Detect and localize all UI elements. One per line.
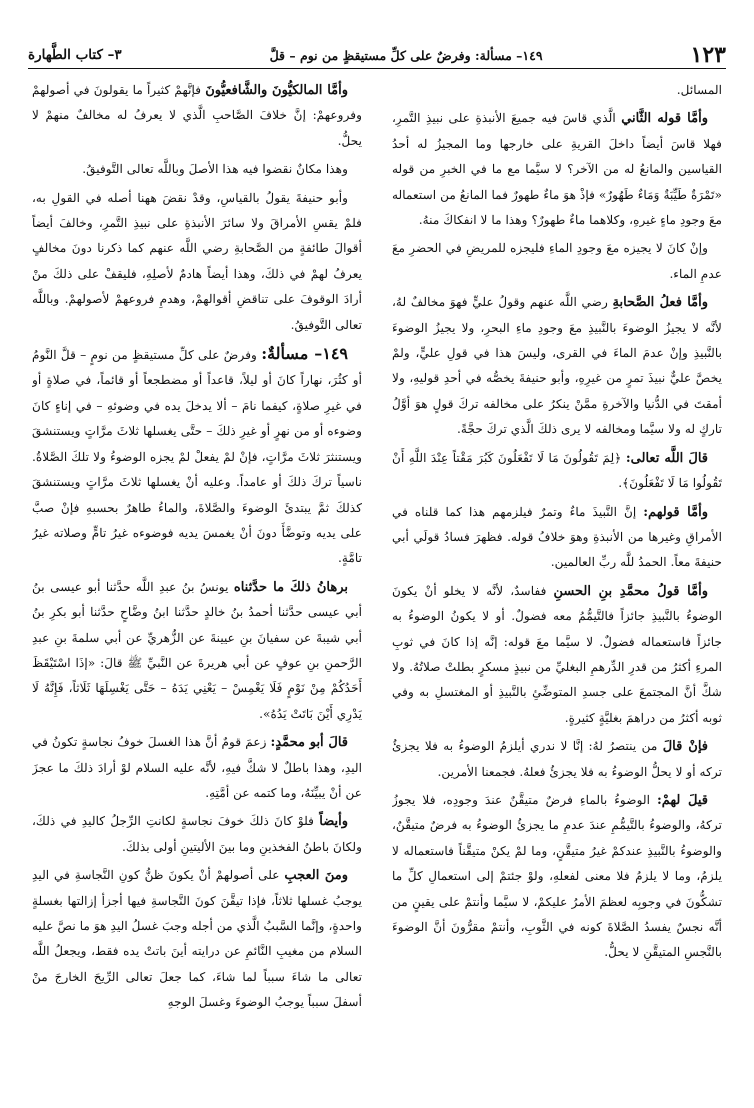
- paragraph-lead: وأيضاً: [319, 814, 348, 830]
- paragraph: [392, 500, 722, 576]
- paragraph: [32, 730, 362, 806]
- paragraph-text: من ينتصرُ لهُ: إنَّا لا ندري أيلزمُ الوضوءُ به فلا يجزئُ تركه أو لا يحلُّ الوضوءُ به فلا يجزئُ فعلهُ. فجمعنا الأمرين.: [392, 739, 722, 779]
- paragraph-lead: قالَ أبو محمَّدٍ:: [270, 735, 348, 751]
- paragraph-lead: وأمَّا قولهم:: [643, 504, 708, 520]
- running-title: ١٤٩– مسألة: وفرضٌ على كلِّ مستيقظٍ من نوم – قلَّ: [269, 47, 543, 63]
- page-number: ١٢٣: [690, 42, 726, 68]
- paragraph-text: إنَّ النَّبيذَ ماءٌ وتمرٌ فيلزمهم هذا كما قلناه في الأمراقِ وغيرها من الأنبذةِ وهوَ خلافُ قوله. فظهرَ فسادُ قولَي أبي حنيفةَ معاً. الحمدُ للَّه ربِّ العالمين.: [392, 504, 722, 570]
- paragraph: [32, 186, 362, 338]
- paragraph-text: زعمَ قومٌ أنَّ هذا الغسلَ خوفُ نجاسةٍ تكونُ في اليدِ، وهذا باطلٌ لا شكَّ فيهِ، لأنَّه عليه السلام لوْ أرادَ ذلكَ ما عجزَ عن أنْ يبيِّنَهُ، وما كتمه عن أمَّتِهِ.: [32, 735, 362, 800]
- paragraph: [32, 863, 362, 1015]
- paragraph-lead: قالَ اللَّه تعالى:: [625, 450, 708, 466]
- paragraph-lead: برهانُ ذلكَ ما حدَّثناه: [233, 579, 349, 595]
- paragraph-text: على أصولهمْ أنْ يكونَ ظنُّ كونِ النَّجاسةِ في اليدِ يوجبُ غسلها ثلاثاً، فإذا تيقَّنَ كونَ النَّجاسةِ فيها أجزأ إزالتها بغسلةٍ واحدةٍ، وإنَّما السَّببُ الَّذي من أجله وجبَ غسلُ اليدِ هوَ ما نصَّ عليه السلام من مغيبِ النَّائمِ عن درايته أينَ باتتْ يده فقط، ويجعلُ اللَّه تعالى ما شاءَ سبباً لما شاءَ، كما جعلَ تعالى الرِّيحَ الخارجَ منْ أسفلَ سبباً يوجبُ الوضوءَ وغسلَ الوجهِ: [32, 868, 362, 1010]
- paragraph-text: فإنَّهمْ كثيراً ما يقولونَ في أصولهمْ وفروعهمْ: إنَّ خلافَ الصَّاحبِ الَّذي لا يعرفُ له مخالفٌ منهمْ لا يحلُّ.: [32, 83, 362, 148]
- paragraph: [392, 579, 722, 731]
- right-column: [392, 78, 722, 1088]
- paragraph-text: فلوْ كانَ ذلكَ خوفَ نجاسةٍ لكانتِ الرِّجلُ كاليدِ في ذلكَ، ولكانَ باطنُ الفخذينِ وما بينَ الأليتينِ أولى بذلكَ.: [32, 814, 362, 854]
- paragraph-lead: فإنْ قالَ: [662, 739, 708, 755]
- paragraph: [392, 788, 722, 966]
- page-header: [28, 42, 726, 69]
- paragraph-text: رضي اللَّه عنهم وقولُ عليٍّ فهوَ مخالفٌ لهُ، لأنَّه لا يجيزُ الوضوءَ بالنَّبيذِ معَ وجودِ ماءِ البحرِ، ولا يجيزُ الوضوءَ بالنَّبيذِ وإنْ عدمَ الماءَ في القرى، وليسَ هذا في قولِ عليٍّ، ولمْ يخصَّ عليٌّ نبيذَ تمرٍ من غيرِهِ، وأبو حنيفةَ يخصُّه في أحدِ قوليهِ، ولا أمقتَ في الدُّنيا والآخرةِ ممَّنْ ينكرُ على مخالفه تركَ قولٍ هوَ أوَّلُ تاركٍ له ولا سيَّما ومخالفه لا يرى ذلكَ الَّذي تركَ حجَّةً.: [392, 295, 722, 437]
- paragraph-text: وإنْ كانَ لا يجيزه معَ وجودِ الماءِ فليجزه للمريضِ في الحضرِ معَ عدمِ الماء.: [392, 241, 722, 281]
- paragraph-text: ﴿لِمَ تَقُولُونَ مَا لَا تَفْعَلُونَ كَبُرَ مَقْتاً عِنْدَ اللَّهِ أَنْ تَقُولُوا مَا لَا تَفْعَلُونَ﴾.: [392, 450, 722, 491]
- paragraph-lead: وأمَّا قوله الثَّاني: [621, 111, 708, 127]
- paragraph-lead: وأمَّا قولُ محمَّدِ بنِ الحسنِ: [553, 583, 708, 599]
- paragraph: [32, 341, 362, 572]
- paragraph-lead: وأمَّا فعلُ الصَّحابةِ: [612, 295, 709, 311]
- left-column: [32, 78, 362, 1088]
- paragraph-text: الَّذي قاسَ فيه جميعَ الأنبذةِ على نبيذِ التَّمرِ، فهلا قاسَ أيضاً داخلَ القريةِ على خارجها وما المجيزُ له أحدُ القياسين والمانعُ له من الآخر؟ لا سيَّما مع ما في الخبرِ من قوله «تَمْرَةٌ طَيِّبَةٌ وَمَاءٌ طَهُورٌ» فإذْ هوَ ماءٌ طهورٌ فما المانعُ من استعماله معَ وجودِ ماءٍ غيرهِ، وكلاهما ماءٌ طهورٌ؟ وهذا ما لا انفكاكَ منهُ.: [392, 111, 722, 228]
- paragraph-lead: وأمَّا المالكيُّونَ والشَّافعيُّونَ: [205, 83, 349, 98]
- paragraph: [392, 78, 722, 103]
- paragraph: [32, 809, 362, 860]
- paragraph: [392, 236, 722, 287]
- paragraph-lead: قيلَ لهمْ:: [656, 792, 708, 808]
- paragraph-text: يونسُ بنُ عبدِ اللَّه حدَّثنا أبو عيسى بنُ أبي عيسى حدَّثنا أحمدُ بنُ خالدٍ حدَّثنا ابنُ وضَّاحٍ حدَّثنا أبو بكرِ بنُ أبي شيبةَ عن سفيانَ بنِ عيينةَ عن الزُّهريِّ عن أبي سلمةَ بنِ عبدِ الرَّحمنِ بنِ عوفٍ عن أبي هريرةَ عن النَّبيِّ ﷺ قالَ: «إذَا اسْتَيْقَظَ أَحَدُكُمْ مِنْ نَوْمٍ فَلَا يَغْمِسْ – يَعْنِي يَدَهُ – حَتَّى يَغْسِلَهَا ثَلَاثاً، فَإِنَّهُ لَا يَدْرِي أَيْنَ بَاتَتْ يَدُهُ».: [32, 579, 362, 721]
- book-title: ٣– كتاب الطَّهارة: [28, 47, 122, 63]
- paragraph-text: المسائل.: [676, 83, 722, 97]
- paragraph: [32, 157, 362, 182]
- paragraph: [392, 734, 722, 785]
- paragraph: [392, 106, 722, 233]
- paragraph: [392, 290, 722, 442]
- paragraph: [32, 575, 362, 727]
- paragraph-text: ففاسدٌ، لأنَّه لا يخلو أنْ يكونَ الوضوءُ بالنَّبيذِ جائزاً فالتَّيمُّمُ معه فضولٌ. أو لا يكونُ الوضوءُ به جائزاً فاستعماله فضولٌ. لا سيَّما معَ قوله: إنَّه إذا كانَ في ثوبِ المرءِ أكثرُ من قدرِ الدِّرهمِ البغليِّ من نبيذٍ مسكرٍ بطلتْ صلاتُهُ. ولا شكَّ أنَّ المجتمعَ على جسدِ المتوضِّئِ بالنَّبيذِ أو المغتسلِ به وفي ثوبه أكثرُ من دراهمَ بغليَّةٍ كثيرةٍ.: [392, 583, 722, 725]
- paragraph-lead: ومنَ العجبِ: [284, 868, 348, 884]
- paragraph-text: وفرضٌ على كلِّ مستيقظٍ من نومٍ – قلَّ النَّومُ أو كثُرَ، نهاراً كانَ أو ليلاً، قاعداً أو مضطجعاً أو قائماً، في صلاةٍ أو في غيرِ صلاةٍ، كيفما نامَ – ألا يدخلَ يده في وضوئهِ – في إناءٍ كانَ وضوءه أو من نهرٍ أو غيرِ ذلكَ – حتَّى يغسلها ثلاثَ مرَّاتٍ ويستنشقَ ويستنثرَ ثلاثَ مرَّاتٍ، فإنْ لمْ يفعلْ لمْ يجزه الوضوءُ ولا تلكَ الصَّلاةُ. ناسياً تركَ ذلكَ أو عامداً. وعليه أنْ يغسلها ثلاثَ مرَّاتٍ ويستنشقَ كذلكَ ثمَّ يبتدئَ الوضوءَ والصَّلاةَ، والماءُ طاهرٌ بحسبهِ فإنْ صبَّ على يديه وتوضَّأَ دونَ أنْ يغمسَ يديه فوضوءه غيرُ تامٍّ وصلاته غيرُ تامَّةٍ.: [32, 348, 362, 566]
- paragraph-text: وأبو حنيفةَ يقولُ بالقياسِ، وقدْ نقضَ ههنا أصله في القولِ به، فلمْ يقسِ الأمراقَ ولا سائرَ الأنبذةِ على نبيذِ التَّمرِ، وخالفَ أيضاً أقوالَ طائفةٍ من الصَّحابةِ رضي اللَّه عنهم كما ذكرنا دونَ مخالفٍ يعرفُ لهمْ في ذلكَ، وهذا أيضاً هادمٌ لأصلِهِ، فليقفْ على ذلكَ منْ أرادَ الوقوفَ على تناقضِ أقوالهمْ، وهدمِ فروعهمْ لأصولهمْ. وباللَّه تعالى التَّوفيقُ.: [32, 190, 362, 332]
- paragraph: [32, 78, 362, 154]
- paragraph-text: وهذا مكانٌ نقضوا فيه هذا الأصلَ وباللَّه تعالى التَّوفيقُ.: [82, 162, 348, 177]
- section-heading: ١٤٩– مسألةٌ:: [261, 344, 348, 364]
- paragraph: [392, 446, 722, 497]
- paragraph-text: الوضوءُ بالماءِ فرضٌ متيقَّنٌ عندَ وجودِه، فلا يجوزُ تركهُ، والوضوءُ بالتَّيمُّمِ عندَ عدمِ ما يجزئُ الوضوءُ به فرضٌ متيقَّنٌ، والوضوءُ بالنَّبيذِ عندكمْ غيرُ متيقَّنٍ، وما لمْ يكنْ متيقَّناً فاستعماله لا يلزمُ، وما لا يلزمُ فلا معنى لفعلهِ، ولوْ جئتمْ إلى استعمالِ كلِّ ما تشكُّونَ في وجوبِه لعظمَ الأمرُ عليكمْ، لا سيَّما وأنتمْ على يقينٍ من أنَّه نجسٌ يفسدُ الصَّلاةَ كونه في الثَّوبِ، وأنتمْ مقرُّونَ أنَّ الوضوءَ بالنَّجسِ المتيقَّنِ لا يحلُّ.: [392, 792, 722, 960]
